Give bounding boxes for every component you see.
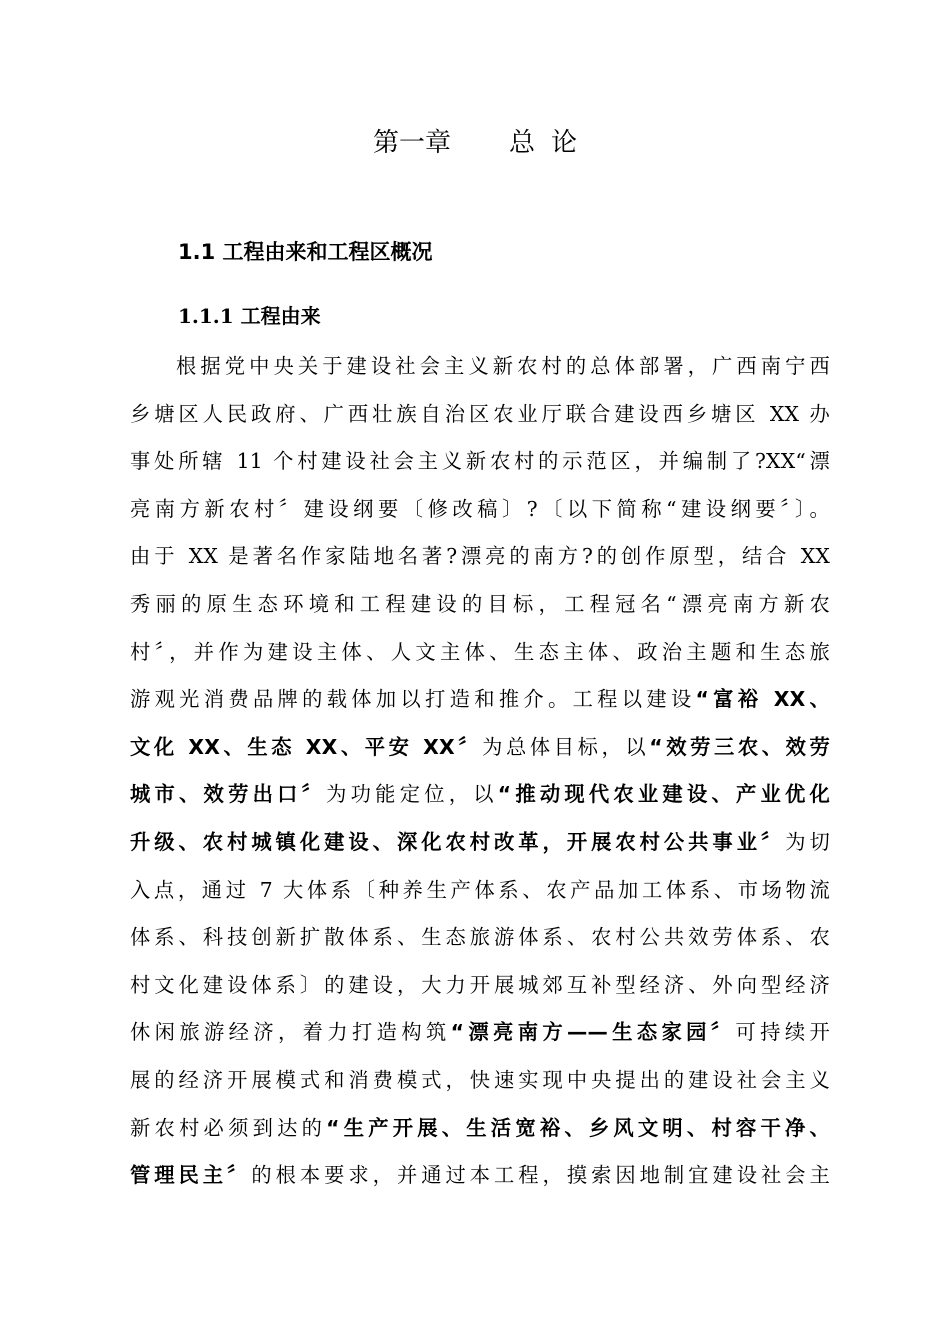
chapter-name-part1: 总 [508, 128, 535, 158]
bold-text-run: “漂亮南方——生态家园〞 [450, 1020, 736, 1045]
paragraph-line [130, 870, 830, 918]
paragraph-line [130, 822, 830, 870]
text-run: 根据党中央关于建设社会主义新农村的总体部署，广西南宁西 [176, 354, 830, 378]
text-run: 可持续开 [735, 1020, 830, 1045]
bold-text-run: 升级、农村城镇化建设、深化农村改革，开展农村公共事业〞 [130, 829, 786, 854]
bold-text-run: “效劳三农、效劳 [649, 734, 830, 759]
paragraph-line [130, 1060, 830, 1108]
text-run: 入点，通过 7 大体系〔种养生产体系、农产品加工体系、市场物流 [130, 877, 830, 902]
bold-text-run: “推动现代农业建设、产业优化 [497, 782, 830, 807]
text-run: 休闲旅游经济，着力打造构筑 [130, 1020, 451, 1045]
paragraph-line [130, 1108, 830, 1156]
bold-text-run: 管理民主〞 [130, 1163, 252, 1188]
paragraph-line [130, 632, 830, 680]
text-run: 游观光消费品牌的载体加以打造和推介。工程以建设 [130, 687, 696, 712]
subsection-heading: 1.1.1 工程由来 [178, 304, 321, 328]
chapter-name-part2: 论 [551, 128, 578, 158]
paragraph-line [130, 1155, 830, 1203]
text-run: 为总体目标，以 [482, 734, 650, 759]
text-run: 乡塘区人民政府、广西壮族自治区农业厅联合建设西乡塘区 XX 办 [130, 401, 830, 426]
paragraph-line [130, 394, 830, 442]
text-run: 为切 [785, 829, 830, 854]
text-run: 体系、科技创新扩散体系、生态旅游体系、农村公共效劳体系、农 [130, 925, 830, 950]
paragraph-line [130, 774, 830, 822]
paragraph-line [130, 346, 830, 394]
paragraph-line [130, 584, 830, 632]
text-run: 秀丽的原生态环境和工程建设的目标，工程冠名“漂亮南方新农 [130, 591, 830, 616]
bold-text-run: “生产开展、生活宽裕、乡风文明、村容干净、 [326, 1115, 830, 1140]
paragraph-line [130, 441, 830, 489]
text-run: 事处所辖 11 个村建设社会主义新农村的示范区，并编制了?XX“漂 [130, 449, 830, 474]
section-heading: 1.1 工程由来和工程区概况 [178, 240, 433, 264]
text-run: 为功能定位，以 [326, 782, 498, 807]
paragraph-line [130, 727, 830, 775]
text-run: 村文化建设体系〕的建设，大力开展城郊互补型经济、外向型经济 [130, 972, 830, 997]
text-run: 的根本要求，并通过本工程，摸索因地制宜建设社会主 [251, 1163, 830, 1188]
chapter-title [0, 118, 950, 168]
text-run: 亮南方新农村〞建设纲要〔修改稿〕?〔以下简称“建设纲要〞〕。 [130, 496, 830, 521]
body-paragraph [130, 346, 830, 1203]
text-run: 村〞，并作为建设主体、人文主体、生态主体、政治主题和生态旅 [130, 639, 830, 664]
paragraph-line [130, 679, 830, 727]
bold-text-run: 文化 XX、生态 XX、平安 XX〞 [130, 734, 483, 759]
chapter-label: 第一章 [372, 128, 451, 158]
paragraph-line [130, 917, 830, 965]
paragraph-line [130, 965, 830, 1013]
paragraph-line [130, 1012, 830, 1060]
bold-text-run: “富裕 XX、 [695, 687, 830, 712]
text-run: 由于 XX 是著名作家陆地名著?漂亮的南方?的创作原型，结合 XX [130, 544, 830, 569]
text-run: 展的经济开展模式和消费模式，快速实现中央提出的建设社会主义 [130, 1067, 830, 1092]
paragraph-line [130, 489, 830, 537]
bold-text-run: 城市、效劳出口〞 [130, 782, 327, 807]
paragraph-line [130, 536, 830, 584]
text-run: 新农村必须到达的 [130, 1115, 327, 1140]
